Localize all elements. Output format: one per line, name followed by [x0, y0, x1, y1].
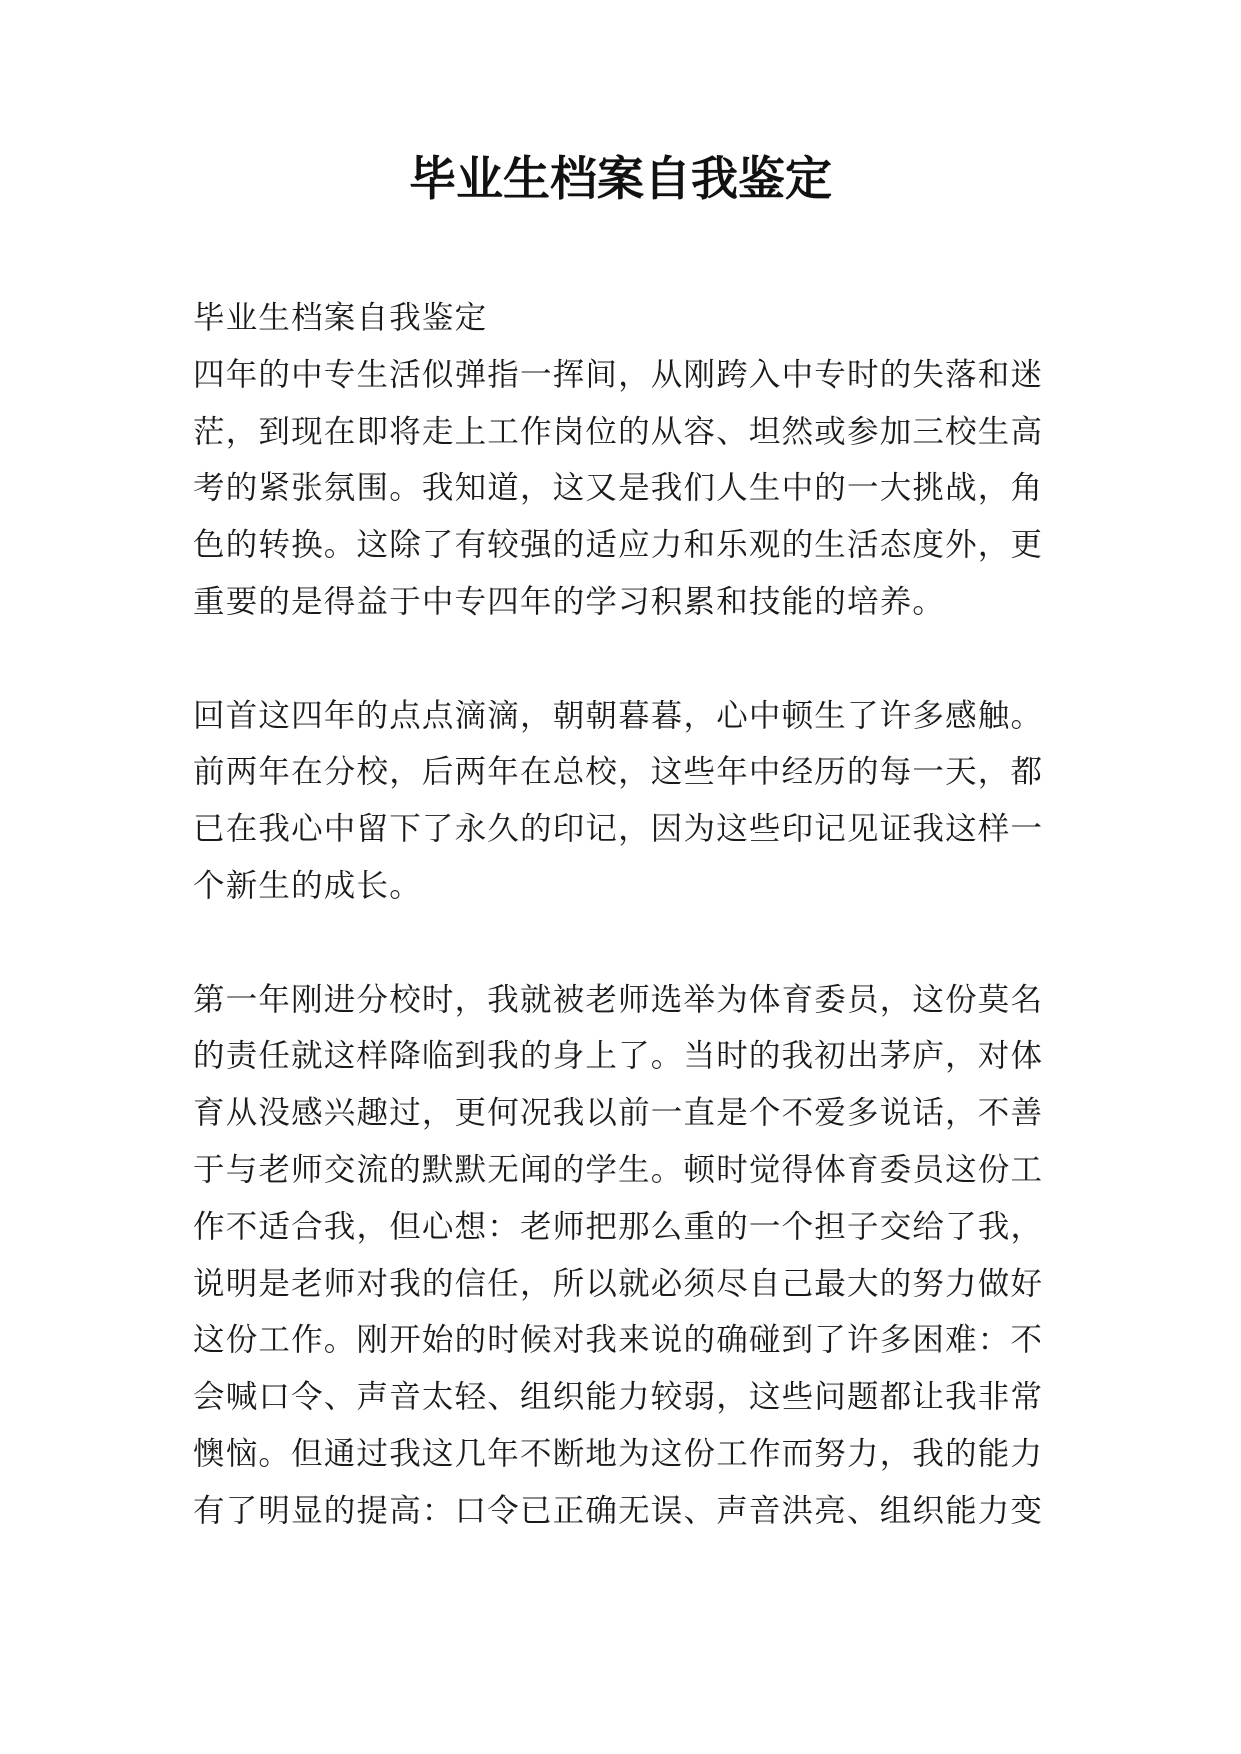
text-line: 第一年刚进分校时，我就被老师选举为体育委员，这份莫名 — [193, 981, 1044, 1018]
text-line: 四年的中专生活似弹指一挥间，从刚跨入中专时的失落和迷 — [193, 356, 1044, 393]
text-line: 于与老师交流的默默无闻的学生。顿时觉得体育委员这份工 — [193, 1151, 1044, 1188]
text-line: 个新生的成长。 — [193, 867, 422, 904]
paragraph-gap — [193, 631, 1073, 688]
text-line: 会喊口令、声音太轻、组织能力较弱，这些问题都让我非常 — [193, 1379, 1044, 1416]
document-body — [193, 290, 1073, 1540]
text-line: 色的转换。这除了有较强的适应力和乐观的生活态度外，更 — [193, 527, 1044, 564]
text-line: 说明是老师对我的信任，所以就必须尽自己最大的努力做好 — [193, 1265, 1044, 1302]
text-line: 作不适合我，但心想：老师把那么重的一个担子交给了我， — [193, 1208, 1044, 1245]
text-line: 的责任就这样降临到我的身上了。当时的我初出茅庐，对体 — [193, 1038, 1044, 1075]
document-title: 毕业生档案自我鉴定 — [409, 152, 832, 207]
text-line: 毕业生档案自我鉴定 — [193, 300, 488, 336]
text-line: 考的紧张氛围。我知道，这又是我们人生中的一大挑战，角 — [193, 470, 1044, 507]
text-line: 育从没感兴趣过，更何况我以前一直是个不爱多说话，不善 — [193, 1095, 1044, 1132]
paragraph-gap — [193, 915, 1073, 972]
text-line: 回首这四年的点点滴滴，朝朝暮暮，心中顿生了许多感触。 — [193, 697, 1044, 734]
text-line: 已在我心中留下了永久的印记，因为这些印记见证我这样一 — [193, 811, 1044, 848]
text-line: 有了明显的提高：口令已正确无误、声音洪亮、组织能力变 — [193, 1492, 1044, 1529]
text-line: 茫，到现在即将走上工作岗位的从容、坦然或参加三校生高 — [193, 413, 1044, 450]
text-line: 重要的是得益于中专四年的学习积累和技能的培养。 — [193, 583, 946, 620]
text-line: 懊恼。但通过我这几年不断地为这份工作而努力，我的能力 — [193, 1435, 1044, 1472]
text-line: 前两年在分校，后两年在总校，这些年中经历的每一天，都 — [193, 754, 1044, 791]
text-line: 这份工作。刚开始的时候对我来说的确碰到了许多困难：不 — [193, 1322, 1044, 1359]
